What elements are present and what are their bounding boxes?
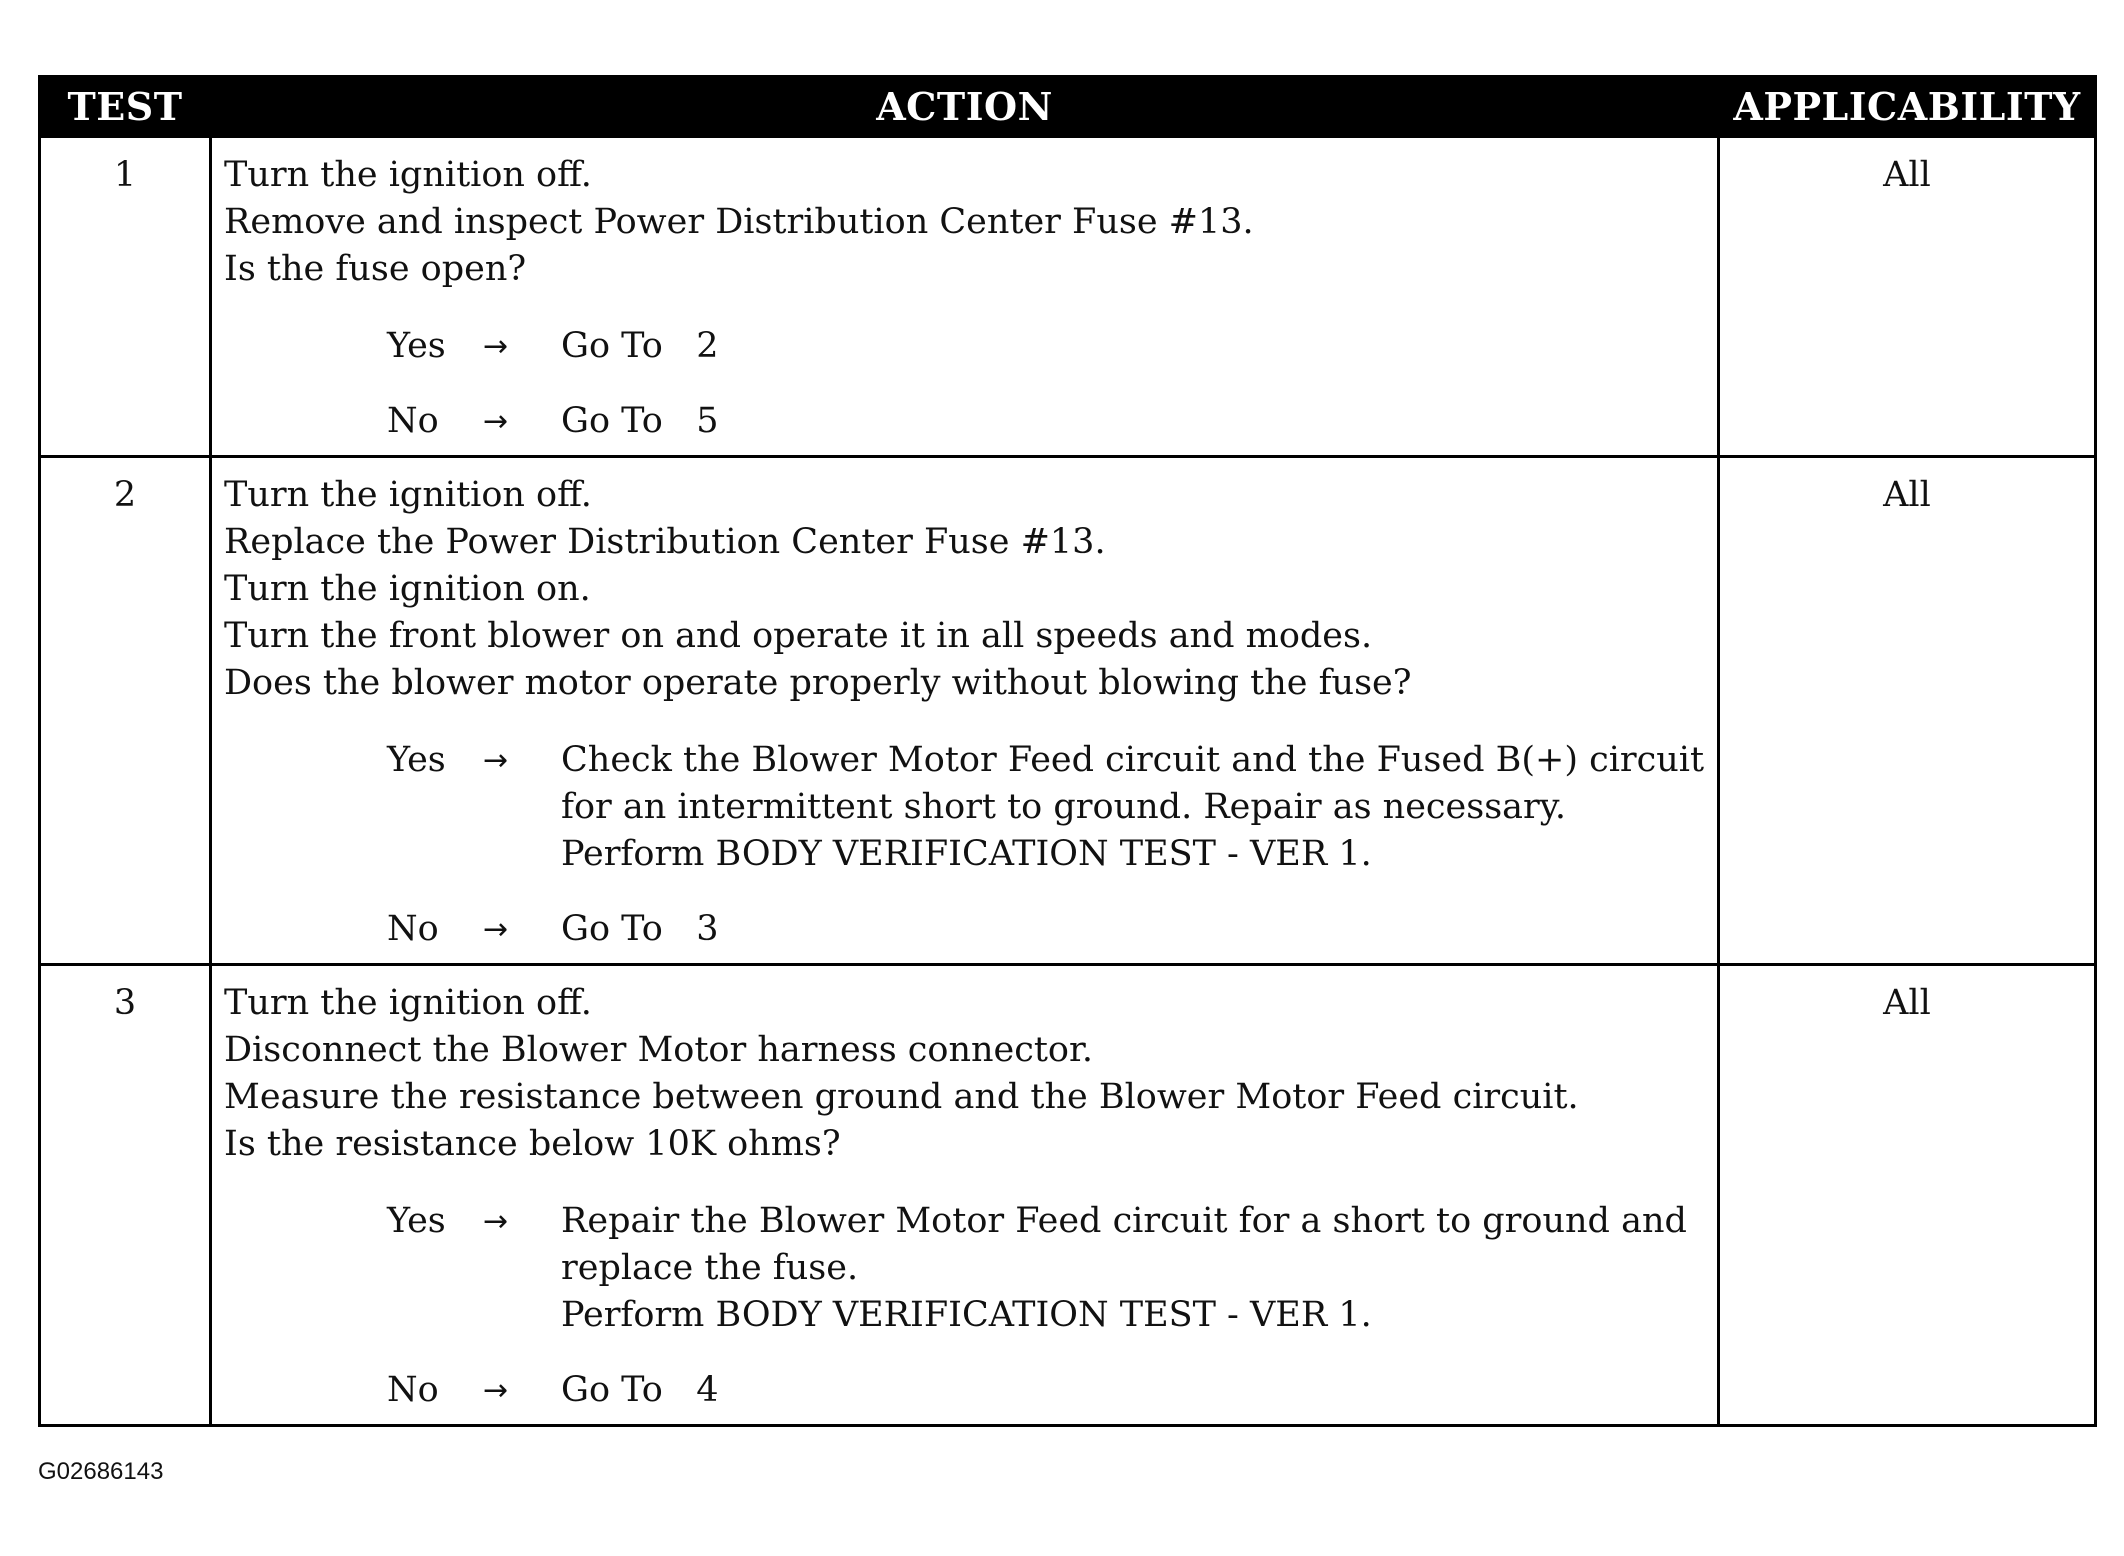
diagnostic-test-table — [38, 75, 2097, 1427]
arrow-right-icon: → — [483, 743, 509, 778]
header-action: ACTION — [211, 77, 1719, 137]
answer-result — [561, 906, 1707, 953]
action-step: Turn the front blower on and operate it in all speeds and modes. — [224, 616, 1373, 656]
answer-result-line: Repair the Blower Motor Feed circuit for a short to ground and — [561, 1201, 1687, 1241]
answer-yes — [224, 323, 1707, 370]
answer-no — [224, 398, 1707, 445]
answer-key: Yes — [387, 1201, 446, 1241]
action-step: Turn the ignition off. — [224, 475, 592, 515]
applicability-value: All — [1719, 457, 2096, 965]
answer-key: No — [387, 909, 439, 949]
answer-list — [224, 323, 1707, 445]
answer-no — [224, 1367, 1707, 1414]
table-row — [40, 137, 2096, 457]
action-step: Measure the resistance between ground and the Blower Motor Feed circuit. — [224, 1077, 1579, 1117]
answer-result-line: Perform BODY VERIFICATION TEST - VER 1. — [561, 834, 1372, 874]
applicability-value: All — [1719, 965, 2096, 1426]
action-step: Disconnect the Blower Motor harness connector. — [224, 1030, 1094, 1070]
action-step: Turn the ignition off. — [224, 155, 592, 195]
answer-list — [224, 737, 1707, 953]
arrow-right-icon: → — [483, 1373, 509, 1408]
action-cell — [211, 457, 1719, 965]
answer-result-line: Go To 3 — [561, 909, 719, 949]
answer-key: No — [387, 1370, 439, 1410]
action-step: Turn the ignition off. — [224, 983, 592, 1023]
answer-result — [561, 737, 1707, 878]
table-row — [40, 965, 2096, 1426]
answer-key: Yes — [387, 326, 446, 366]
answer-result — [561, 1367, 1707, 1414]
test-number: 2 — [40, 457, 211, 965]
answer-result — [561, 323, 1707, 370]
figure-id: G02686143 — [38, 1458, 164, 1485]
answer-result-line: for an intermittent short to ground. Repair as necessary. — [561, 787, 1567, 827]
answer-result-line: Perform BODY VERIFICATION TEST - VER 1. — [561, 1295, 1372, 1335]
answer-result-line: Go To 2 — [561, 326, 719, 366]
action-step: Remove and inspect Power Distribution Center Fuse #13. — [224, 202, 1254, 242]
arrow-right-icon: → — [483, 329, 509, 364]
answer-result — [561, 1198, 1707, 1339]
arrow-right-icon: → — [483, 404, 509, 439]
test-number: 1 — [40, 137, 211, 457]
answer-no — [224, 906, 1707, 953]
answer-result-line: replace the fuse. — [561, 1248, 859, 1288]
header-applicability: APPLICABILITY — [1719, 77, 2096, 137]
action-step: Is the fuse open? — [224, 249, 527, 289]
header-test: TEST — [40, 77, 211, 137]
answer-result-line: Go To 4 — [561, 1370, 719, 1410]
action-step: Turn the ignition on. — [224, 569, 591, 609]
arrow-right-icon: → — [483, 912, 509, 947]
answer-result-line: Go To 5 — [561, 401, 719, 441]
arrow-right-icon: → — [483, 1204, 509, 1239]
action-step: Does the blower motor operate properly without blowing the fuse? — [224, 663, 1412, 703]
answer-list — [224, 1198, 1707, 1414]
table-header-row — [40, 77, 2096, 137]
answer-key: Yes — [387, 740, 446, 780]
action-cell — [211, 137, 1719, 457]
test-number: 3 — [40, 965, 211, 1426]
table-body — [40, 137, 2096, 1426]
answer-yes — [224, 737, 1707, 878]
table-row — [40, 457, 2096, 965]
answer-key: No — [387, 401, 439, 441]
action-cell — [211, 965, 1719, 1426]
action-step: Is the resistance below 10K ohms? — [224, 1124, 841, 1164]
answer-yes — [224, 1198, 1707, 1339]
applicability-value: All — [1719, 137, 2096, 457]
answer-result-line: Check the Blower Motor Feed circuit and the Fused B(+) circuit — [561, 740, 1705, 780]
answer-result — [561, 398, 1707, 445]
action-step: Replace the Power Distribution Center Fuse #13. — [224, 522, 1106, 562]
